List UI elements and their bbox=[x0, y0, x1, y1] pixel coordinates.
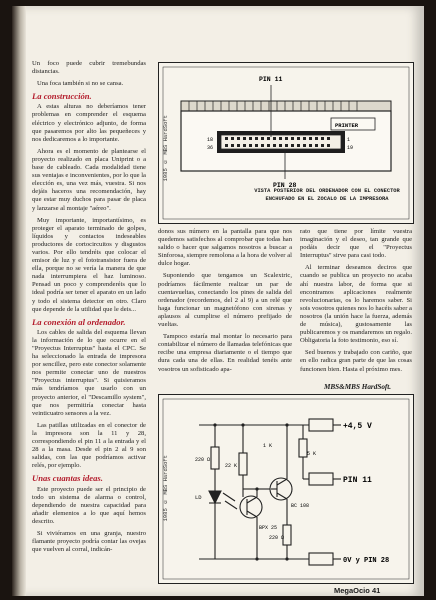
paragraph: Tampoco estaría mal montar lo necesario para contabilizar el número de llamadas telefónicas que recibe una empresa diariamente o el tiempo que dura cada una de ellas. En realidad tenéis ante vosotros un sofisticado apa- bbox=[158, 333, 292, 373]
transistor-label: BC 108 bbox=[291, 503, 310, 509]
resistor-label: 220 Ω bbox=[195, 457, 211, 463]
connector-figure bbox=[158, 62, 414, 224]
pin-number: 18 bbox=[207, 137, 214, 143]
copyright-side-label: 1985 © MBS HardSoft bbox=[162, 115, 169, 182]
page-footer bbox=[334, 586, 380, 595]
transistor-label: BPX 25 bbox=[259, 525, 278, 531]
section-heading-construccion: La construcción. bbox=[32, 91, 92, 102]
resistor-label: 1 K bbox=[263, 443, 273, 449]
printer-label: PRINTER bbox=[335, 122, 359, 129]
pin-number: 1 bbox=[347, 137, 351, 143]
paragraph: Muy importante, importantísimo, es proteger el aparato terminado de golpes, líquidos y contactos indeseables productores de cortocircuitos y disgustos varios. Por ello tendréis que colocar el emisor de luz y el fototransistor fuera de ella, porque no se vería la manera de que nada interrumpiera el haz luminoso. Pensad un poco y comprenderéis que lo ideal podría ser tener el aparato en un lado y todo el sistema detector en otro. Claro que depende de la utilidad que le deis... bbox=[32, 216, 146, 313]
magazine-name: MegaOcio bbox=[334, 586, 370, 595]
paragraph: Un foco puede cubrir tremebundas distancias. bbox=[32, 60, 146, 76]
section-heading-conexion: La conexión al ordenador. bbox=[32, 316, 126, 327]
section-heading-ideas: Unas cuantas ideas. bbox=[32, 473, 103, 484]
paragraph: Los cables de salida del esquema llevan la información de lo que ocurre en el "Proyectus Interruptus" hasta el CPC. Se ha seleccionado la entrada de impresora por sencillez, pero este conector solamente nos permite conectar uno de nuestros "Proyectus interruptus". Si quisieramos más tendríamos que usarlo con un proyecto anterior, el "Descamillo system", que nos permitiría conectar hasta veinticuatro sensores a la vez. bbox=[32, 328, 146, 417]
page-spine bbox=[12, 6, 26, 596]
paragraph: rato que tiene por límite vuestra imaginación y el deseo, tan grande que podáis decir que el "Proyectus Interruptus" sirve para casi todo. bbox=[300, 228, 412, 260]
circuit-schematic bbox=[159, 395, 413, 583]
magazine-page bbox=[12, 6, 424, 596]
paragraph: A estas alturas no deberíamos tener problemas en comprender el esquema eléctrico y electrónico adjunto, de forma que pasaremos por alto las pequeñeces y nos dedicaremos a lo importante. bbox=[32, 103, 146, 143]
pin-11-label: PIN 11 bbox=[259, 76, 283, 83]
pin-number: 19 bbox=[347, 145, 354, 151]
paragraph: Sed buenos y trabajado con cariño, que en ello radica gran parte de que las cosas funcionen bien. Hasta el próximo mes. bbox=[300, 349, 412, 373]
figure-caption: VISTA POSTERIOR DEL ORDENADOR CON EL CONECTOR ENCHUFADO EN EL ZOCALO DE LA IMPRESORA bbox=[254, 188, 400, 202]
page-number: 41 bbox=[371, 586, 381, 595]
resistor-label: 22 K bbox=[225, 463, 238, 469]
paragraph: Este proyecto puede ser el principio de todo un sistema de alarma o control, dependiendo de nuestra capacidad para añadir elementos a lo que aquí hemos descrito. bbox=[32, 485, 146, 525]
text-column-1 bbox=[32, 60, 146, 580]
paragraph: Al terminar deseamos deciros que cuando se publica un proyecto no acaba ahí nuestra labor, de forma que si encontramos aplicaciones realmente revolucionarias, os lo haremos saber. Si sois vosotros quienes nos lo hacéis saber a nosotros (la unión hace la fuerza, además de música), gustosamente las publicaremos y os mandaremos un regalo. Obligatoria la foto testimonio, eso sí. bbox=[300, 264, 412, 345]
pin-28-label: PIN 28 bbox=[273, 182, 297, 189]
pin-11-label: PIN 11 bbox=[343, 476, 372, 485]
resistor-label: 220 Ω bbox=[269, 535, 285, 541]
copyright-side-label: 1985 © MBS HardSoft bbox=[162, 455, 169, 522]
paragraph: Una foca también si no se cansa. bbox=[37, 80, 124, 88]
vcc-label: +4,5 V bbox=[343, 422, 372, 431]
paragraph: donos sus número en la pantalla para que nos quedemos satisfechos al comprobar que todas han salido o hacer que salgamos nosotros a buscar a Sinforosa, siempre remolona a la hora de volver al dulce hogar. bbox=[158, 228, 292, 268]
paragraph: Las patillas utilizadas en el conector de la impresora son la 11 y 28, correspondiendo el pin 11 a la entrada y el 28 a la masa. Desde el pin 2 al 9 son salidas, con las que podríamos activar relés, por ejemplo. bbox=[32, 421, 146, 470]
pin-number: 36 bbox=[207, 145, 214, 151]
paragraph: Si viviéramos en una granja, nuestro flamante proyecto podría contar las ovejas que vuelven al corral, indicán- bbox=[32, 529, 146, 554]
led-label: LD bbox=[195, 494, 202, 501]
ground-label: 0V y PIN 28 bbox=[343, 557, 390, 565]
paragraph: Suponiendo que tengamos un Scalextric, podríamos fácilmente realizar un par de cuentavueltas, conectando los pines de salida del ordenador (recordemos, del 2 al 9) a un relé que haga funcionar un magnetófono con sirenas y aplausos al cumplirse el número prefijado de vueltas. bbox=[158, 272, 292, 329]
paragraph: Ahora es el momento de plantearse el proyecto realizado en placa Uniprint o a base de cableado. Cada modalidad tiene sus ventajas e inconvenientes, por lo que la elección es, una vez más, vuestra. Si nos dejáis haceros una recomendación, hay que estar muy duchos para pasar de placa y lanzarse al montaje "aéreo". bbox=[32, 147, 146, 212]
circuit-figure bbox=[158, 394, 414, 584]
author-signature: MBS&MBS HardSoft. bbox=[324, 383, 392, 391]
resistor-label: 5 K bbox=[307, 451, 317, 457]
text-column-3 bbox=[300, 228, 412, 378]
